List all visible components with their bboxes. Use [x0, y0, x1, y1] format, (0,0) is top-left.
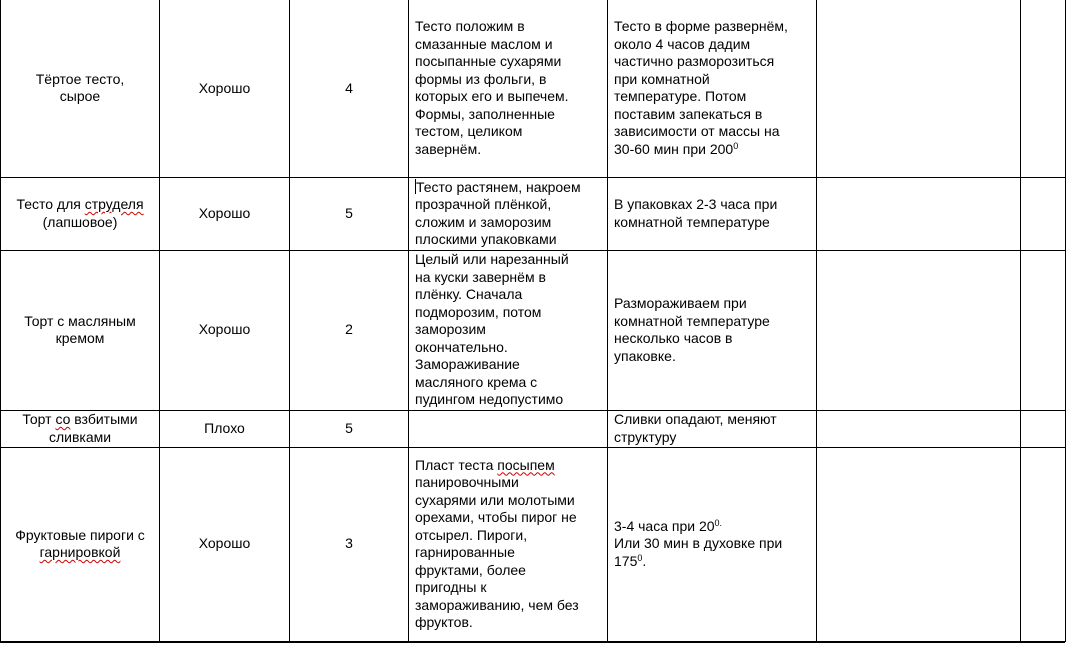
- preparation-cell[interactable]: Тесто положим в смазанные маслом и посыпанные сухарями формы из фольги, в которых его и выпечем. Формы, заполненные тестом, целиком завернём.: [409, 0, 608, 177]
- spellcheck-mark: посыпем: [497, 456, 555, 473]
- empty-cell[interactable]: [1021, 410, 1066, 447]
- spellcheck-mark: гарнировкой: [39, 544, 121, 560]
- thawing-cell[interactable]: В упаковках 2-3 часа при комнатной температуре: [608, 177, 817, 250]
- thawing-cell[interactable]: Сливки опадают, меняют структуру: [608, 410, 817, 447]
- degree-sup: 0: [733, 140, 739, 151]
- empty-cell[interactable]: [1021, 250, 1066, 410]
- empty-cell[interactable]: [1021, 177, 1066, 250]
- preparation-cell[interactable]: Пласт теста посыпем панировочными сухарями или молотыми орехами, чтобы пирог не отсырел. Пироги, гарнированные фруктами, более пригодны к замораживанию, чем без фруктов.: [409, 447, 608, 641]
- empty-cell[interactable]: [1021, 447, 1066, 641]
- quality-cell[interactable]: Хорошо: [160, 177, 290, 250]
- empty-cell[interactable]: [1021, 0, 1066, 177]
- thawing-cell[interactable]: Размораживаем при комнатной температуре несколько часов в упаковке.: [608, 250, 817, 410]
- table-row: [1, 250, 1066, 410]
- storage-months-cell[interactable]: 5: [290, 410, 409, 447]
- quality-cell[interactable]: Хорошо: [160, 0, 290, 177]
- table-row: [1, 177, 1066, 250]
- spellcheck-mark: струделя: [84, 196, 144, 212]
- empty-cell[interactable]: [817, 447, 1021, 641]
- thawing-cell[interactable]: Тесто в форме развернём, около 4 часов дадим частично разморозиться при комнатной температуре. Потом поставим запекаться в зависимости от массы на 30-60 мин при $200^0$: [608, 0, 817, 177]
- product-cell[interactable]: Тесто для струделя (лапшовое): [1, 177, 160, 250]
- product-cell[interactable]: Фруктовые пироги с гарнировкой: [1, 447, 160, 641]
- degree-sup: 0: [637, 552, 643, 563]
- empty-cell[interactable]: [817, 177, 1021, 250]
- quality-cell[interactable]: Хорошо: [160, 250, 290, 410]
- table-row: [1, 447, 1066, 641]
- product-cell[interactable]: Торт со взбитыми сливками: [1, 410, 160, 447]
- quality-cell[interactable]: Хорошо: [160, 447, 290, 641]
- preparation-cell[interactable]: Целый или нарезанный на куски завернём в плёнку. Сначала подморозим, потом заморозим окончательно. Замораживание масляного крема с пудингом недопустимо: [409, 250, 608, 410]
- spellcheck-mark: со: [55, 411, 71, 427]
- page-bottom-rule: [0, 642, 1065, 643]
- thawing-cell[interactable]: 3-4 часа при $20^{0.}$ Или 30 мин в духовке при $175^0$.: [608, 447, 817, 641]
- storage-months-cell[interactable]: 3: [290, 447, 409, 641]
- quality-cell[interactable]: Плохо: [160, 410, 290, 447]
- storage-months-cell[interactable]: 4: [290, 0, 409, 177]
- product-cell[interactable]: Торт с масляным кремом: [1, 250, 160, 410]
- empty-cell[interactable]: [817, 0, 1021, 177]
- product-cell[interactable]: Тёртое тесто, сырое: [1, 0, 160, 177]
- table-row: [1, 410, 1066, 447]
- degree-sup: 0.: [714, 517, 723, 528]
- preparation-cell[interactable]: Тесто растянем, накроем прозрачной плёнкой, сложим и заморозим плоскими упаковками: [409, 177, 608, 250]
- table-row: [1, 0, 1066, 177]
- storage-months-cell[interactable]: 5: [290, 177, 409, 250]
- storage-months-cell[interactable]: 2: [290, 250, 409, 410]
- empty-cell[interactable]: [817, 250, 1021, 410]
- empty-cell[interactable]: [817, 410, 1021, 447]
- preparation-cell[interactable]: [409, 410, 608, 447]
